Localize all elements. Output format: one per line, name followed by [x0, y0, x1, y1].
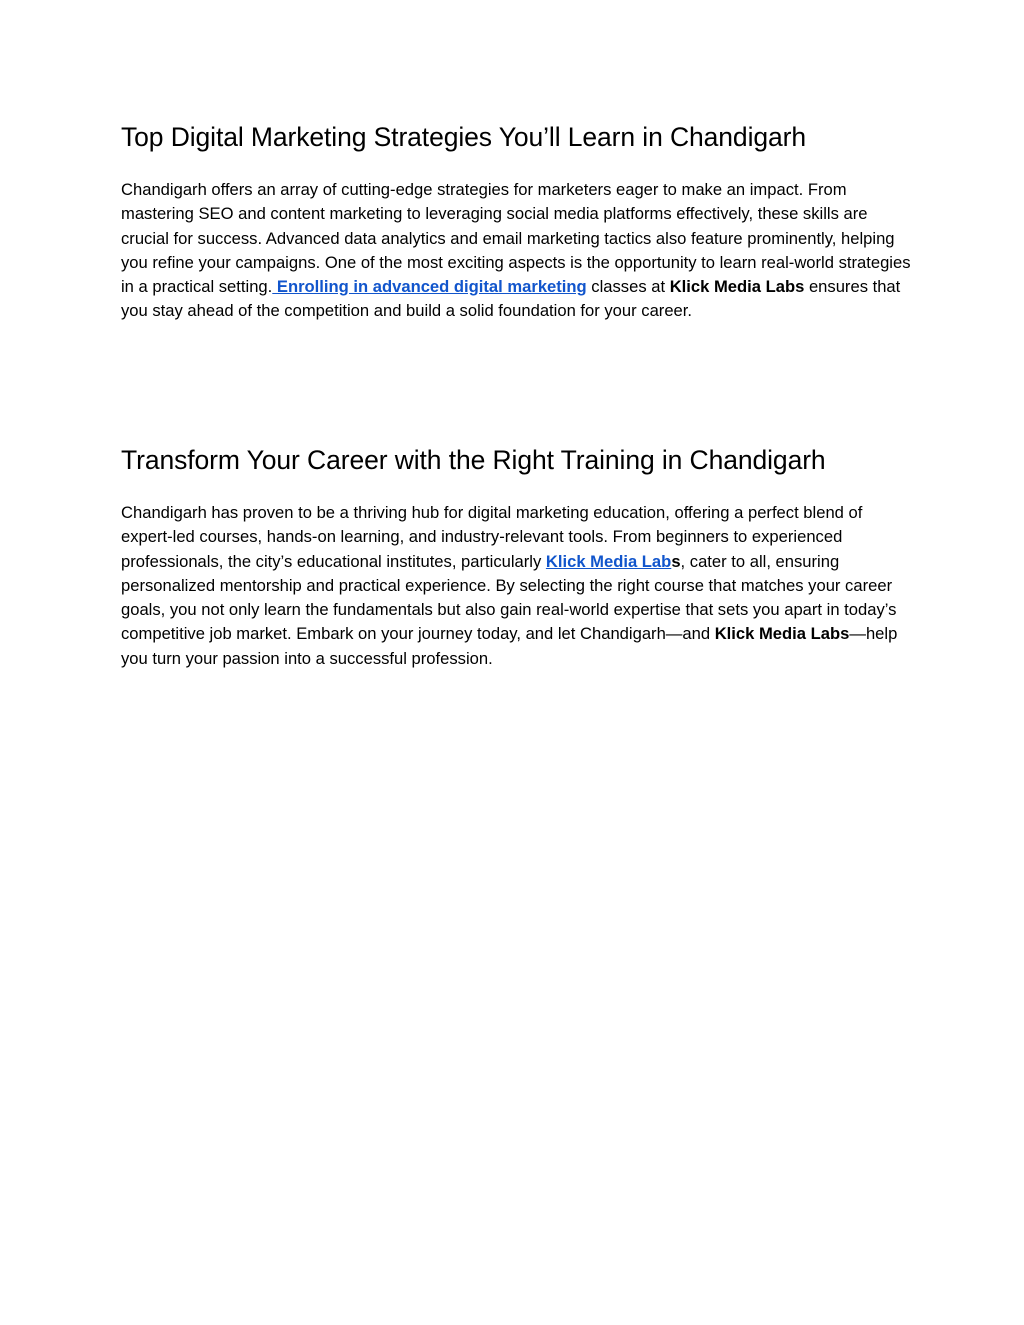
paragraph-text: Chandigarh offers an array of cutting-edge strategies for marketers eager to make an impact. From mastering SEO and content marketing to leveraging social media platforms effectively, these skills are crucial for success. Advanced data analytics and email marketing tactics also feature prominently, helping you refine your campaigns. One of the most exciting aspects is the opportunity to learn real-world strategies in a practical setting.	[121, 180, 911, 297]
klick-media-labs-link[interactable]: Klick Media Lab	[545, 551, 672, 571]
paragraph-text: classes at	[586, 277, 670, 297]
paragraph-text: Chandigarh has proven to be a thriving hub for digital marketing education, offering a perfect blend of expert-led courses, hands-on learning, and industry-relevant tools. From beginners to experienced professionals, the city’s educational institutes, particularly	[121, 503, 863, 571]
section-paragraph	[121, 178, 911, 324]
section-heading: Top Digital Marketing Strategies You’ll Learn in Chandigarh	[121, 122, 806, 152]
brand-name-bold: Klick Media Labs	[669, 277, 805, 297]
bold-letter: s	[671, 551, 681, 571]
section-career	[121, 441, 911, 671]
brand-name-bold: Klick Media Labs	[714, 624, 850, 644]
section-strategies	[121, 118, 911, 324]
paragraph-text: —help you turn your passion into a successful profession.	[121, 624, 898, 668]
section-paragraph	[121, 501, 911, 671]
section-heading: Transform Your Career with the Right Training in Chandigarh	[121, 445, 826, 475]
paragraph-text: , cater to all, ensuring personalized mentorship and practical experience. By selecting the right course that matches your career goals, you not only learn the fundamentals but also gain real-world expertise that sets you apart in today’s competitive job market. Embark on your journey today, and let Chandigarh—and	[121, 551, 897, 644]
paragraph-text: ensures that you stay ahead of the competition and build a solid foundation for your career.	[121, 277, 901, 321]
enrolling-advanced-digital-marketing-link[interactable]: Enrolling in advanced digital marketing	[272, 277, 587, 297]
